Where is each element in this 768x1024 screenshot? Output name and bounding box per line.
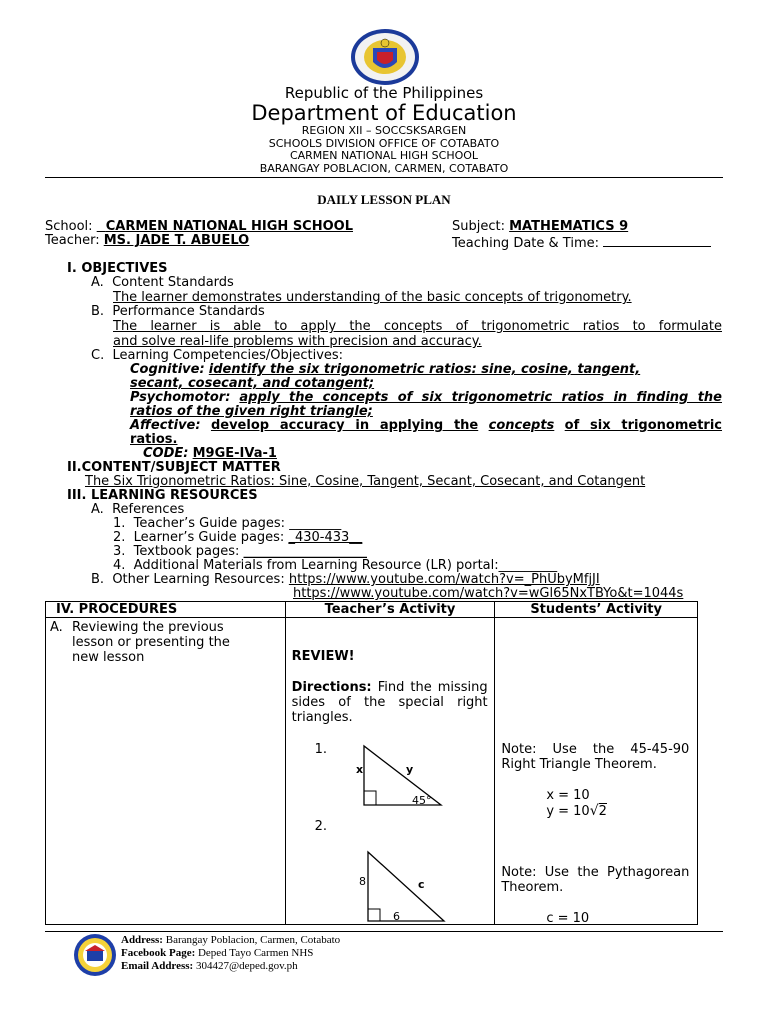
psychomotor-line-2: ratios of the given right triangle; (130, 404, 373, 419)
answer-1a: x = 10 (546, 788, 590, 803)
item-2-number: 2. (314, 819, 328, 834)
school-value-text: CARMEN NATIONAL HIGH SCHOOL (105, 219, 353, 234)
teacher-activity-header: Teacher’s Activity (285, 602, 495, 618)
reference-num: 2. (113, 530, 126, 545)
content-standards-title: Content Standards (112, 275, 234, 290)
content-text: The Six Trigonometric Ratios: Sine, Cosine, Tangent, Secant, Cosecant, and Cotangent (85, 474, 646, 489)
reference-item-2 (113, 531, 362, 545)
step-text-line: Reviewing the previous (72, 620, 224, 635)
step-text (72, 620, 230, 665)
email-value: 304427@deped.gov.ph (195, 960, 298, 972)
affective-line-2: ratios. (130, 432, 178, 447)
facebook-label: Facebook Page: (121, 947, 196, 959)
school-logo (72, 933, 118, 977)
header-divider (45, 177, 723, 178)
region-name: REGION XII – SOCCSKSARGEN (301, 124, 467, 137)
triangle-1-diagram (346, 743, 446, 813)
facebook-value: Deped Tayo Carmen NHS (197, 947, 314, 959)
tri2-label-b: 6 (392, 910, 400, 923)
tri1-label-y: y (405, 763, 413, 776)
note-2: Note: Use the Pythagorean Theorem. (501, 865, 690, 895)
bullet-c: C. (91, 348, 105, 363)
teacher-activity-cell (285, 618, 495, 925)
directions-body: Find the missing sides of the special right triangles. (291, 680, 488, 725)
content-num: II. (67, 460, 82, 475)
cognitive-line-2: secant, cosecant, and cotangent; (130, 376, 375, 391)
psychomotor-line-1 (130, 391, 722, 405)
division-name: SCHOOLS DIVISION OFFICE OF COTABATO (268, 136, 500, 150)
reference-label: Additional Materials from Learning Resource (LR) portal: (133, 558, 499, 573)
directions-label: Directions: (291, 680, 372, 695)
answer-1b-prefix: y = 10 (546, 804, 590, 819)
email-label: Email Address: (121, 960, 194, 972)
bullet-ref-b: B. (91, 572, 105, 587)
subject-label: Subject: (452, 219, 505, 234)
youtube-link-2[interactable]: https://www.youtube.com/watch?v=wGl65NxTBYo&t=1044s (293, 586, 684, 601)
reference-label: Learner’s Guide pages: (133, 530, 285, 545)
school-value (97, 220, 395, 234)
objectives-num: I. (67, 261, 77, 276)
tri1-angle-label: 45° (411, 794, 432, 807)
address-label: Address: (121, 934, 163, 946)
note-1: Note: Use the 45-45-90 Right Triangle Theorem. (501, 742, 690, 772)
code-value: M9GE-IVa-1 (192, 446, 277, 461)
content-heading (67, 461, 281, 475)
procedures-header-row (46, 602, 698, 618)
reference-item-4 (113, 559, 557, 573)
reference-num: 4. (113, 558, 126, 573)
answer-2: c = 10 (546, 911, 590, 926)
content-standards-text: The learner demonstrates understanding of the basic concepts of trigonometry. (113, 290, 632, 305)
competencies-title: Learning Competencies/Objectives: (112, 348, 344, 363)
affective-text-1b: concepts (488, 418, 555, 433)
performance-standards-title: Performance Standards (112, 304, 265, 319)
reference-item-3 (113, 545, 367, 559)
address-value: Barangay Poblacion, Carmen, Cotabato (165, 934, 341, 946)
students-activity-header: Students’ Activity (495, 602, 698, 618)
school-label: School: (45, 219, 93, 234)
teacher-label: Teacher: (45, 233, 100, 248)
performance-standards-text-1: The learner is able to apply the concepts of trigonometric ratios to formulate (113, 319, 722, 334)
reference-value: ___________________ (243, 544, 368, 559)
tri1-label-x: x (355, 763, 363, 776)
affective-label: Affective: (130, 418, 201, 433)
references-title: References (112, 502, 185, 517)
cognitive-line-1 (130, 363, 640, 377)
affective-line-1 (130, 419, 722, 433)
step-text-line: lesson or presenting the (72, 635, 230, 650)
step-text-line: new lesson (72, 650, 145, 665)
reference-num: 3. (113, 544, 126, 559)
reference-num: 1. (113, 516, 126, 531)
subject-value: MATHEMATICS 9 (509, 219, 629, 234)
country-name: Republic of the Philippines (284, 84, 484, 102)
footer-facebook (121, 947, 313, 960)
school-name-header: CARMEN NATIONAL HIGH SCHOOL (289, 149, 479, 162)
answer-1b (546, 804, 607, 819)
footer-address (121, 934, 340, 947)
resources-num: III. (67, 488, 87, 503)
date-label: Teaching Date & Time: (452, 236, 599, 251)
competencies-label (91, 349, 343, 363)
other-resources (91, 573, 600, 587)
deped-seal-logo (349, 28, 421, 86)
table-row (46, 618, 698, 925)
review-label: REVIEW! (291, 649, 355, 664)
school-info (45, 220, 395, 234)
triangle-2-diagram (356, 850, 452, 925)
code-label: CODE: (143, 446, 189, 461)
resources-title: LEARNING RESOURCES (90, 488, 258, 503)
affective-text-1c: of six trigonometric (564, 418, 723, 433)
cognitive-text-1: identify the six trigonometric ratios: sine, cosine, tangent, (208, 362, 641, 377)
performance-standards-label (91, 305, 265, 319)
subject-info (452, 220, 717, 234)
tri2-label-c: c (417, 878, 425, 891)
content-standards-label (91, 276, 234, 290)
directions-text (292, 680, 488, 725)
affective-text-1a: develop accuracy in applying the (210, 418, 479, 433)
procedure-step-cell (46, 618, 286, 925)
references-label (91, 503, 184, 517)
answer-1b-radicand: 2 (598, 804, 607, 819)
step-label: A. (50, 620, 63, 635)
objectives-heading (67, 262, 168, 276)
teacher-info (45, 234, 365, 248)
footer-email (121, 960, 298, 973)
resources-heading (67, 489, 258, 503)
date-info (452, 234, 711, 251)
objectives-title: OBJECTIVES (81, 261, 168, 276)
content-title: CONTENT/SUBJECT MATTER (81, 460, 281, 475)
reference-value: ________ (289, 516, 342, 531)
bullet-a: A. (91, 275, 104, 290)
code-line (143, 447, 277, 461)
cognitive-label: Cognitive: (130, 362, 205, 377)
reference-item-1 (113, 517, 341, 531)
procedures-table (45, 601, 698, 925)
bullet-ref-a: A. (91, 502, 104, 517)
psychomotor-label: Psychomotor: (130, 390, 231, 405)
students-activity-cell (495, 618, 698, 925)
tri2-label-a: 8 (358, 875, 366, 888)
date-blank (603, 234, 711, 247)
procedures-header: IV. PROCEDURES (46, 602, 286, 618)
youtube-link-1[interactable]: https://www.youtube.com/watch?v=_PhUbyMfjJI (288, 572, 600, 587)
other-resources-title: Other Learning Resources: (112, 572, 285, 587)
sqrt-icon: √ (589, 803, 599, 819)
department-name: Department of Education (251, 101, 517, 125)
reference-value: _________ (498, 558, 558, 573)
bullet-b: B. (91, 304, 105, 319)
footer-divider (45, 931, 723, 932)
reference-value: _430-433__ (288, 530, 363, 545)
school-address-header: BARANGAY POBLACION, CARMEN, COTABATO (259, 161, 509, 175)
reference-label: Textbook pages: (133, 544, 240, 559)
document-title: DAILY LESSON PLAN (317, 192, 451, 207)
psychomotor-text-1: apply the concepts of six trigonometric ratios in finding the (239, 390, 722, 405)
item-1-number: 1. (314, 742, 328, 757)
performance-standards-text-2: and solve real-life problems with precision and accuracy. (113, 334, 482, 349)
reference-label: Teacher’s Guide pages: (133, 516, 286, 531)
teacher-value: MS. JADE T. ABUELO (103, 233, 250, 248)
